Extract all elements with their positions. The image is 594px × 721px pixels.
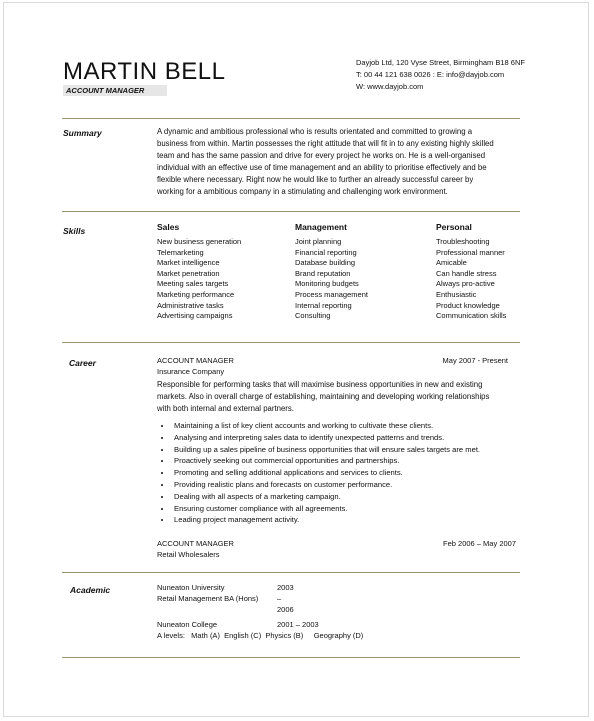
skill-item: Professional manner bbox=[436, 247, 505, 257]
job-1-heading bbox=[157, 355, 234, 377]
job-responsibilities bbox=[160, 420, 480, 526]
summary-line: working for a ambitious company in a stimulating and challenging work environment. bbox=[157, 187, 448, 196]
skill-item: Advertising campaigns bbox=[157, 311, 233, 321]
school-name: Nuneaton College bbox=[157, 620, 218, 629]
summary-line: flexible where necessary. Right now he would like to further an already successful career by bbox=[157, 175, 474, 184]
skill-item: New business generation bbox=[157, 237, 242, 246]
career-label: Career bbox=[69, 358, 96, 368]
summary-label: Summary bbox=[63, 128, 102, 138]
skill-item: Administrative tasks bbox=[157, 300, 224, 310]
job-description-line: with both internal and external partners. bbox=[157, 404, 294, 413]
skill-item: Marketing performance bbox=[157, 289, 235, 299]
job-description-line: Responsible for performing tasks that will maximise business opportunities in new and existing bbox=[157, 380, 483, 389]
divider-skills bbox=[62, 211, 520, 212]
contact-phone-email: T: 00 44 121 638 0026 : E: info@dayjob.com bbox=[356, 70, 505, 79]
job-2-heading bbox=[157, 538, 234, 560]
skill-item: Can handle stress bbox=[436, 268, 497, 278]
skill-item: Market penetration bbox=[157, 268, 220, 278]
job-company: Insurance Company bbox=[157, 367, 225, 376]
skill-item: Financial reporting bbox=[295, 247, 357, 257]
skill-item: Always pro-active bbox=[436, 279, 495, 289]
skill-item: Process management bbox=[295, 289, 368, 299]
academic-label: Academic bbox=[70, 585, 111, 595]
summary-line: business from within. Martin possesses the right attitude that will fit in to any existing highly skilled bbox=[157, 139, 494, 148]
qualification: A levels: Math (A) English (C) Physics (B) Geography (D) bbox=[157, 631, 364, 640]
skills-column-sales bbox=[157, 222, 241, 322]
skills-label: Skills bbox=[63, 226, 86, 236]
academic-entry bbox=[157, 582, 294, 614]
list-item: • Analysing and interpreting sales data to identify unexpected patterns and trends. bbox=[172, 432, 480, 444]
skill-item: Database building bbox=[295, 258, 356, 268]
skill-item: Product knowledge bbox=[436, 300, 500, 310]
list-item: • Building up a sales pipeline of business opportunities that will ensure sales targets are met. bbox=[172, 444, 480, 456]
job-title: ACCOUNT MANAGER bbox=[157, 356, 234, 365]
list-item: • Promoting and selling additional applications and services to clients. bbox=[172, 467, 480, 479]
summary-line: individual with an effective use of time management and an ability to prioritise effectively and be bbox=[157, 163, 487, 172]
contact-address: Dayjob Ltd, 120 Vyse Street, Birmingham B18 6NF bbox=[356, 58, 525, 67]
skills-column-management bbox=[295, 222, 368, 322]
skill-item: Consulting bbox=[295, 311, 331, 321]
qualification: Retail Management BA (Hons) bbox=[157, 594, 259, 603]
job-company: Retail Wholesalers bbox=[157, 550, 220, 559]
list-item: • Providing realistic plans and forecasts on customer performance. bbox=[172, 479, 480, 491]
skill-item: Joint planning bbox=[295, 237, 342, 246]
study-years: 2003 – 2006 bbox=[277, 583, 294, 614]
skill-item: Meeting sales targets bbox=[157, 279, 229, 289]
skills-list bbox=[295, 237, 368, 322]
skill-item: Market intelligence bbox=[157, 258, 220, 268]
list-item: • Ensuring customer compliance with all agreements. bbox=[172, 503, 480, 515]
skills-heading: Personal bbox=[436, 222, 472, 232]
job-title: ACCOUNT MANAGER bbox=[157, 539, 234, 548]
skills-list bbox=[436, 237, 506, 322]
divider-academic bbox=[62, 572, 520, 573]
candidate-name: MARTIN BELL bbox=[63, 58, 226, 85]
skills-heading: Sales bbox=[157, 222, 180, 232]
list-item: • Maintaining a list of key client accounts and working to cultivate these clients. bbox=[172, 420, 480, 432]
job-description-line: markets. Also in overall charge of establishing, maintaining and developing working relationships bbox=[157, 392, 490, 401]
job-dates: May 2007 - Present bbox=[442, 356, 508, 365]
academic-entry bbox=[157, 619, 363, 641]
contact-block bbox=[356, 57, 525, 93]
candidate-role: ACCOUNT MANAGER bbox=[66, 86, 145, 95]
contact-website: W: www.dayjob.com bbox=[356, 82, 424, 91]
school-name: Nuneaton University bbox=[157, 583, 225, 592]
skill-item: Amicable bbox=[436, 258, 467, 268]
skills-list bbox=[157, 237, 241, 322]
summary-line: team and has the same passion and drive for every project he works on. He is a well-organised bbox=[157, 151, 486, 160]
divider-career bbox=[62, 342, 520, 343]
skill-item: Monitoring budgets bbox=[295, 279, 359, 289]
study-years: 2001 – 2003 bbox=[277, 620, 319, 629]
summary-line: A dynamic and ambitious professional who is results orientated and committed to growing a bbox=[157, 127, 473, 136]
job-dates: Feb 2006 – May 2007 bbox=[443, 539, 516, 548]
divider-footer bbox=[62, 657, 520, 658]
skill-item: Internal reporting bbox=[295, 300, 352, 310]
list-item: • Dealing with all aspects of a marketing campaign. bbox=[172, 491, 480, 503]
summary-text bbox=[157, 126, 494, 198]
skill-item: Troubleshooting bbox=[436, 237, 490, 246]
skill-item: Telemarketing bbox=[157, 247, 204, 257]
divider-summary bbox=[62, 118, 520, 119]
skills-column-personal bbox=[436, 222, 506, 322]
list-item: • Proactively seeking out commercial opportunities and partnerships. bbox=[172, 455, 480, 467]
list-item: • Leading project management activity. bbox=[172, 514, 480, 526]
skill-item: Enthusiastic bbox=[436, 289, 477, 299]
job-description bbox=[157, 379, 489, 415]
skill-item: Communication skills bbox=[436, 311, 507, 321]
skill-item: Brand reputation bbox=[295, 268, 351, 278]
skills-heading: Management bbox=[295, 222, 347, 232]
